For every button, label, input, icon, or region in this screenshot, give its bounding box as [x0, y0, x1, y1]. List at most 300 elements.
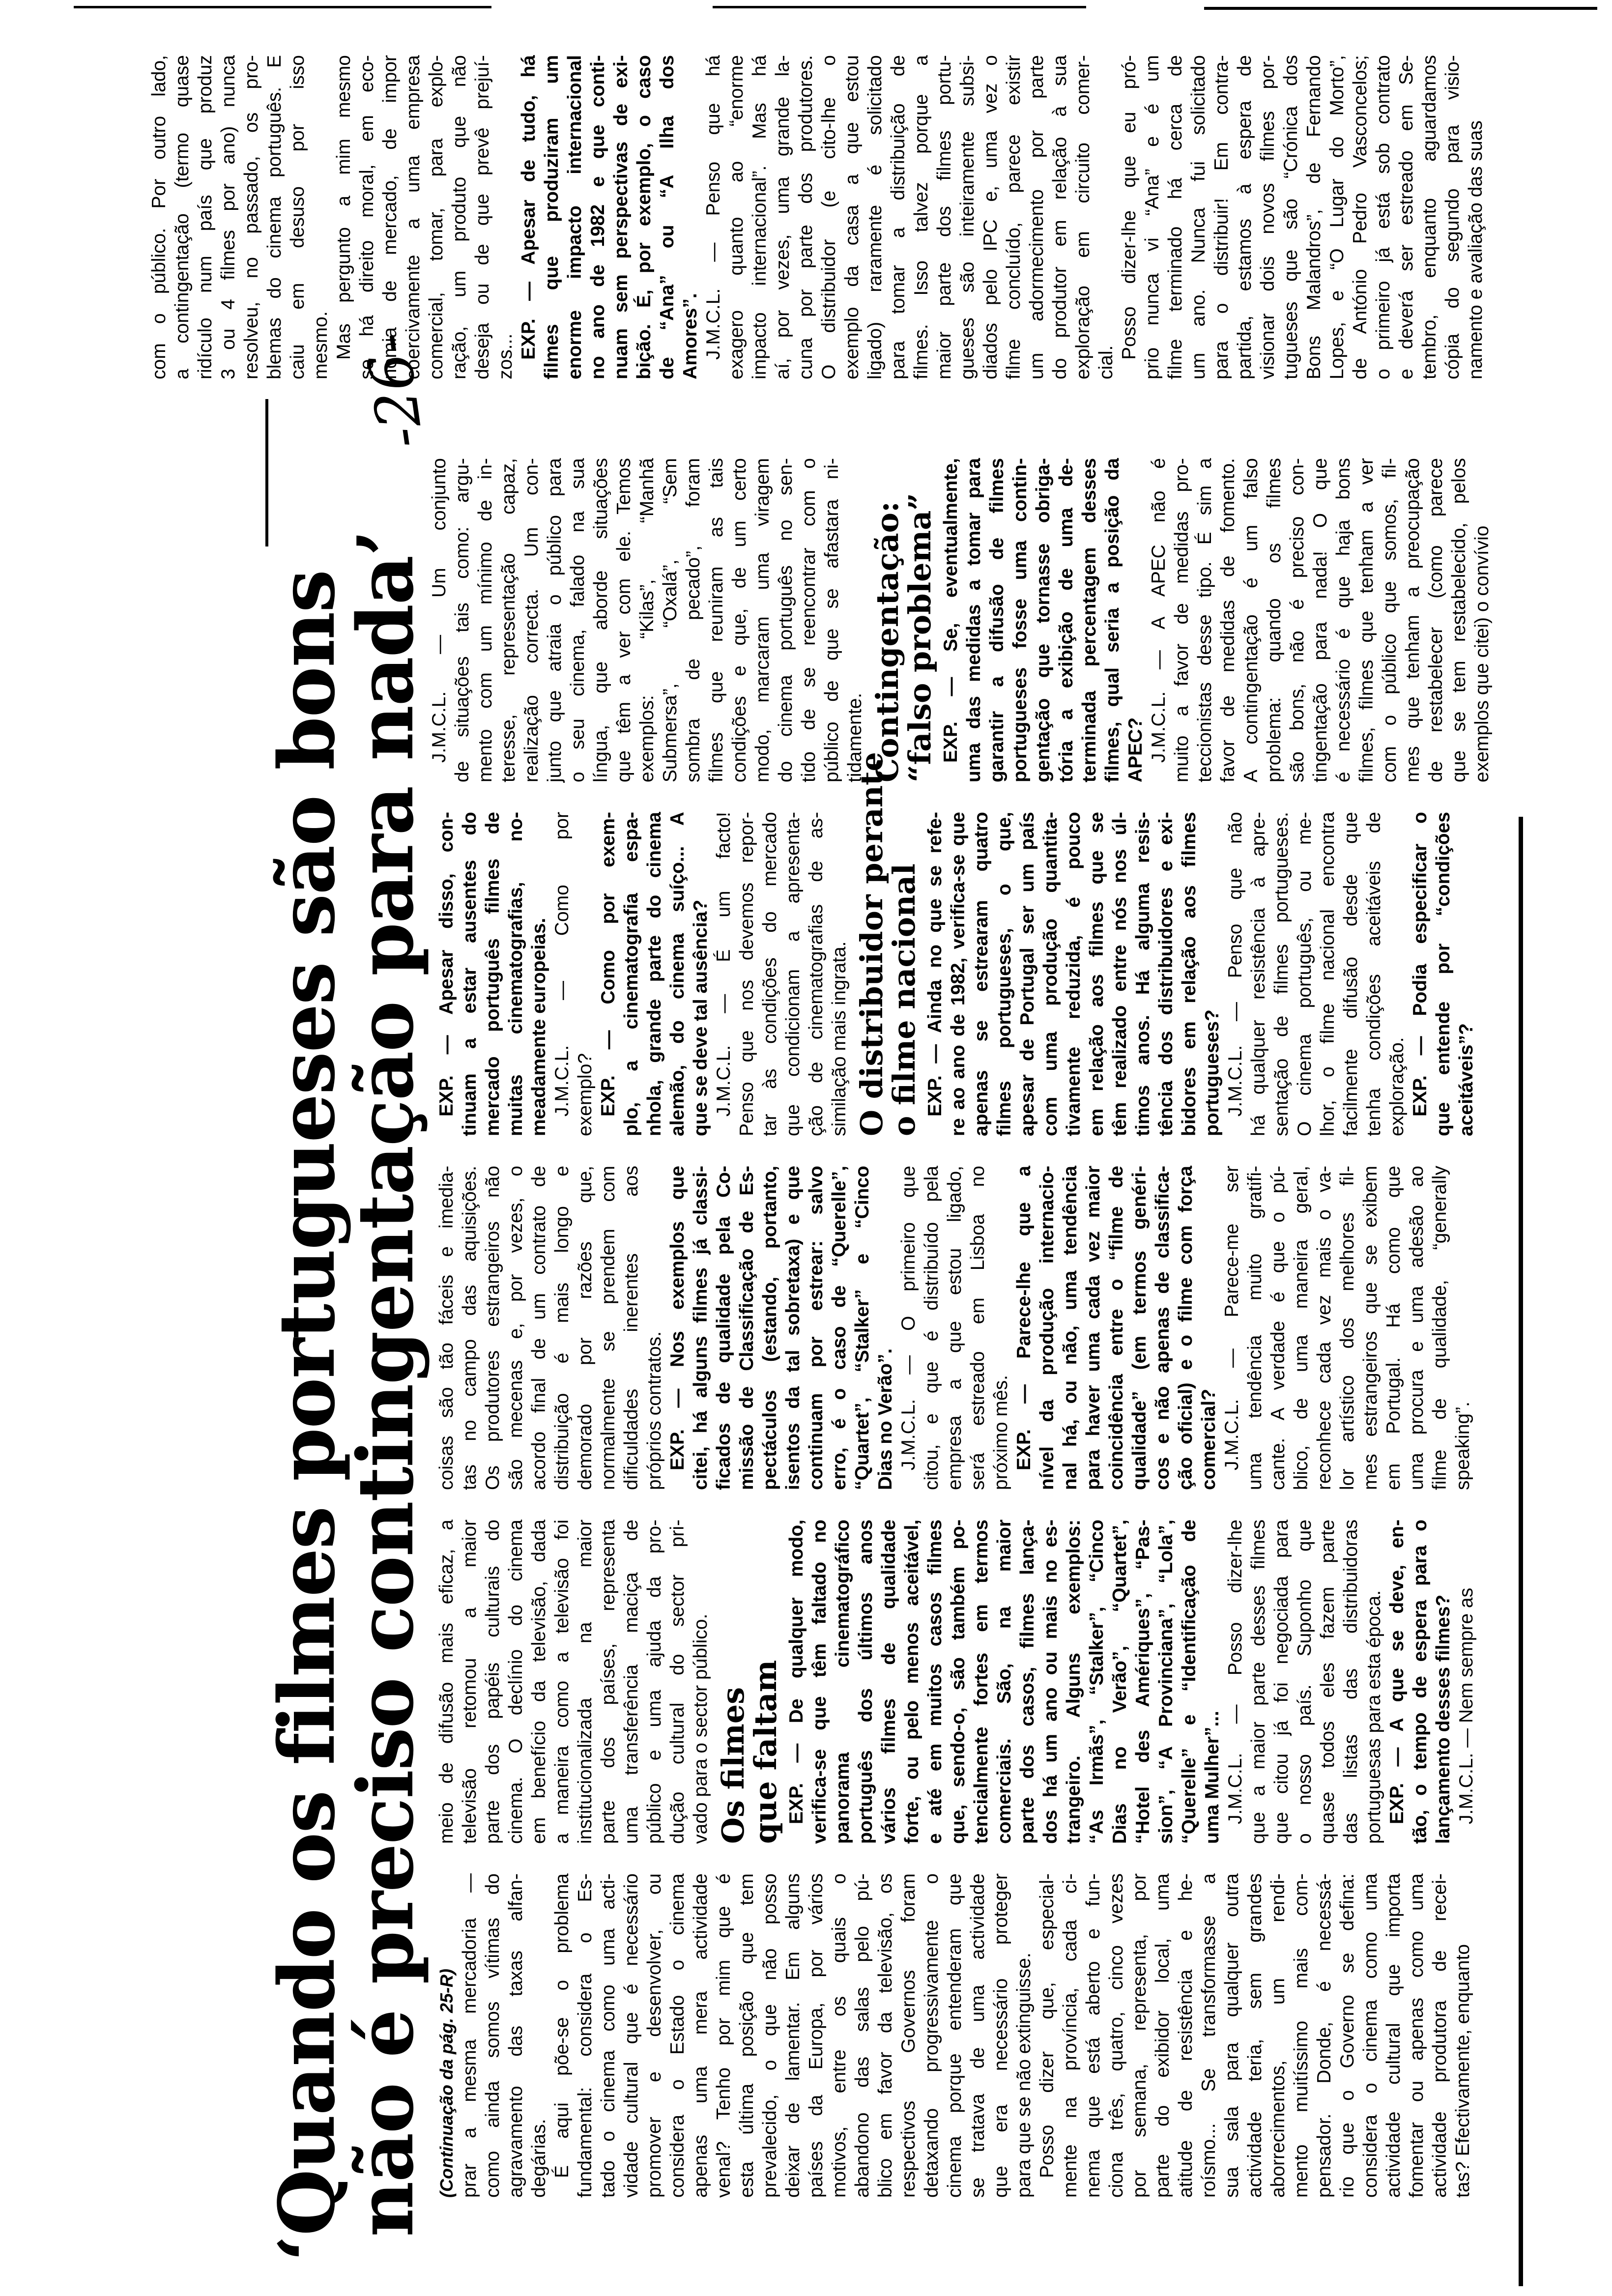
text-line: do produtor em relação à sua	[1049, 55, 1070, 379]
text-line: J.M.C.L. — Penso que há	[703, 55, 724, 360]
text-line: comercial, tomar, para explo-	[426, 55, 447, 379]
text-line: blemas do cinema português. E	[264, 55, 285, 379]
text-line: empresa a que estou ligado,	[944, 1166, 965, 1490]
text-line: apesar de Portugal ser um país	[1017, 812, 1038, 1136]
text-line: em benefício da televisão, dada	[528, 1520, 549, 1844]
text-line: exploração em circuito comer-	[1072, 55, 1094, 379]
text-line: sion”, “A Provinciana”, “Lola”,	[1155, 1520, 1177, 1844]
text-line: APEC?	[1125, 717, 1146, 782]
text-line: Posso dizer-lhe que eu pró-	[1119, 55, 1140, 360]
text-line: que era necessário proteger	[990, 1873, 1011, 2198]
text-line: apenas uma mera actividade	[690, 1873, 711, 2198]
paragraph	[435, 1166, 666, 1490]
text-line: ração, um produto que não	[449, 55, 470, 379]
text-line: vado para o sector público.	[690, 1613, 711, 1844]
text-line: degárias.	[528, 2119, 549, 2198]
text-line: impacto internacional”. Mas há	[749, 55, 770, 379]
text-line: de restabelecer (como parece	[1425, 458, 1446, 782]
text-line: venal? Tenho por mim que é	[713, 1873, 734, 2198]
text-line: timos anos. Há alguma resis-	[1132, 812, 1153, 1136]
text-line: filme concluído, parece existir	[1003, 55, 1024, 379]
text-line: mercado português filmes de	[482, 812, 503, 1136]
text-line: bidores em relação aos filmes	[1179, 812, 1200, 1136]
paragraph	[702, 55, 1118, 379]
text-line: Os produtores estrangeiros não	[482, 1166, 503, 1490]
text-line: parte do exibidor local, uma	[1152, 1873, 1173, 2198]
headline-overline	[265, 399, 268, 546]
paragraph	[1118, 55, 1487, 379]
text-line: é necessário é que haja bons	[1333, 458, 1354, 782]
text-line: portugueses fosse uma contin-	[1009, 458, 1031, 782]
text-line: a maneira como a televisão foi	[551, 1520, 573, 1844]
text-line: tingentação para nada! O que	[1310, 458, 1331, 782]
text-line: nal há, ou não, uma tendência	[1060, 1166, 1081, 1490]
text-line: e deverá ser estreado em Se-	[1396, 55, 1417, 379]
text-line: aceitáveis”?	[1456, 1023, 1477, 1136]
edge-rule	[74, 6, 491, 8]
text-line: mente na província, cada ci-	[1060, 1873, 1081, 2198]
text-line: J.M.C.L. — Nem sempre as	[1456, 1587, 1477, 1824]
text-line: que citou já foi negociada para	[1271, 1520, 1292, 1844]
text-line: Amores”.	[680, 293, 701, 379]
text-line: acordo final de um contrato de	[528, 1166, 549, 1490]
text-line: gentação que tornasse obriga-	[1033, 458, 1054, 782]
text-line: sombra de pecado”, foram	[683, 458, 704, 782]
text-line: institucionalizada na maior	[575, 1520, 596, 1844]
text-line: filme de qualidade, “generally	[1429, 1166, 1450, 1490]
text-line: tência dos distribuidores e exi-	[1155, 812, 1177, 1136]
text-line: “Hotel des Amériques”, “Pas-	[1132, 1520, 1153, 1844]
text-line: do cinema português no sen-	[775, 458, 796, 782]
text-line: lançamento desses filmes?	[1433, 1594, 1454, 1844]
text-line: no ano de 1982 e que conti-	[587, 55, 608, 379]
text-line: meio de difusão mais eficaz, a	[436, 1520, 457, 1844]
text-line: dos há um ano ou mais no es-	[1040, 1520, 1061, 1844]
text-line: tencialmente fortes em termos	[971, 1520, 992, 1844]
text-line: dificuldades inerentes aos	[621, 1166, 642, 1490]
text-line: verifica-se que têm faltado no	[809, 1520, 830, 1844]
text-line: ção oficial) e o filme com força	[1175, 1166, 1196, 1490]
article-column-5	[428, 458, 1494, 782]
text-line: para tomar a distribuição de	[888, 55, 909, 379]
paragraph	[1455, 1520, 1478, 1844]
text-line: tado o cinema como uma acti-	[598, 1873, 619, 2198]
text-line: J.M.C.L. — Parece-me ser	[1221, 1166, 1242, 1470]
text-line: detaxando progressivamente o	[921, 1873, 942, 2198]
text-line: e até em muitos casos filmes	[924, 1520, 946, 1844]
text-line: ficados de qualidade pela Co-	[713, 1166, 734, 1490]
text-line: panorama cinematográfico	[832, 1520, 853, 1844]
text-line: actividade teria, sem grandes	[1244, 1873, 1266, 2198]
text-line: teccionistas desse tipo. É sim a	[1194, 458, 1215, 782]
text-line: deseja ou de que prevê prejuí-	[472, 55, 493, 379]
text-line: junto que atraia o público para	[544, 458, 565, 782]
text-line: EXP. — Apesar de tudo, há	[518, 55, 539, 360]
text-line: mes que tenham a preocupação	[1402, 458, 1423, 782]
interview-question	[785, 1520, 1224, 1844]
text-line: sua sala para qualquer outra	[1221, 1873, 1242, 2198]
text-line: com o público que somos, fil-	[1379, 458, 1400, 782]
text-line: partida, estamos à espera de	[1234, 55, 1255, 379]
text-line: Mas pergunto a mim mesmo	[333, 55, 354, 360]
text-line: alemão, do cinema suíço... A	[667, 812, 688, 1136]
text-line: diados pelo IPC e, uma vez o	[980, 55, 1001, 379]
text-line: forte, ou pelo menos aceitável,	[901, 1520, 922, 1844]
text-line: tas? Efectivamente, enquanto	[1452, 1944, 1473, 2198]
text-line: lhor, o filme nacional encontra	[1317, 812, 1338, 1136]
text-line: se tratava de uma actividade	[967, 1873, 988, 2198]
text-line: filmes, qual seria a posição da	[1102, 458, 1123, 782]
text-line: sentação de filmes portugueses.	[1271, 812, 1292, 1136]
text-line: realização correcta. Um con-	[521, 458, 542, 782]
text-line: citou, e que é distribuído pela	[921, 1166, 942, 1490]
text-line: EXP. — Apesar disso, con-	[436, 812, 457, 1117]
text-line: muitas cinematografias, no-	[505, 812, 526, 1136]
text-line: condições e que, de um certo	[729, 458, 750, 782]
text-line: cos e não apenas de classifica-	[1152, 1166, 1173, 1490]
text-line: rio que o Governo se defina:	[1337, 1873, 1358, 2198]
text-line: portugueses?	[1202, 1009, 1223, 1136]
text-line: para que se não extinguisse.	[1013, 1952, 1035, 2198]
text-line: respectivos Governos foram	[898, 1873, 919, 2198]
text-line: próximo mês.	[990, 1375, 1011, 1490]
bottom-column-rule	[1519, 817, 1523, 2286]
text-line: Os filmes	[715, 1687, 751, 1844]
interview-question	[939, 458, 1147, 782]
text-line: o nosso país. Suponho que	[1294, 1520, 1315, 1844]
text-line: são mecenas e, por vezes, o	[505, 1166, 526, 1490]
text-line: Posso dizer que, especial-	[1036, 1873, 1058, 2178]
headline-line-2: não é preciso contingentação para nada’	[341, 530, 431, 2237]
text-line: exagero quanto ao “enorme	[726, 55, 747, 379]
text-line: J.M.C.L. — Penso que não	[1225, 812, 1246, 1117]
interview-question	[923, 812, 1224, 1136]
text-line: visionar dois novos filmes por-	[1257, 55, 1278, 379]
text-line: Penso que nos devemos repor-	[736, 812, 757, 1136]
text-line: nema que está aberto e fun-	[1083, 1873, 1104, 2198]
text-line: tembro, enquanto aguardamos	[1419, 55, 1440, 379]
text-line: motivos, entre os quais o	[829, 1873, 850, 2198]
text-line: nível da produção internacio-	[1036, 1166, 1058, 1490]
text-line: atitude de resistência e he-	[1175, 1873, 1196, 2198]
text-line: meadamente europeias.	[528, 918, 549, 1136]
text-line: EXP. — Ainda no que se refe-	[924, 812, 946, 1117]
text-line: têm realizado entre nós nos úl-	[1109, 812, 1130, 1136]
text-line: próprios contratos.	[644, 1331, 665, 1490]
paragraph	[712, 812, 851, 1136]
text-line: ciona três, quatro, cinco vezes	[1106, 1873, 1127, 2198]
text-line: promover e desenvolver, ou	[644, 1873, 665, 2198]
text-line: para o distribuir! Em contra-	[1211, 55, 1232, 379]
text-line: em Portugal. Há como que	[1383, 1166, 1404, 1490]
text-line: coisas são tão fáceis e imedia-	[436, 1166, 457, 1490]
text-line: de situações tais como: argu-	[452, 458, 473, 782]
text-line: resolveu, no passado, os pro-	[241, 55, 262, 379]
text-line: cinema porque entenderam que	[944, 1873, 965, 2198]
text-line: são bons, não é preciso con-	[1287, 458, 1308, 782]
text-line: 3 ou 4 filmes por ano) nunca	[218, 55, 239, 379]
text-line: pectáculos (estando, portanto,	[759, 1166, 780, 1490]
text-line: prio nunca vi “Ana” e é um	[1142, 55, 1163, 379]
text-line: mesmo.	[310, 311, 331, 379]
text-line: o seu cinema, falado na sua	[567, 458, 588, 782]
text-line: exemplos: “Kilas”, “Manhã	[636, 458, 658, 782]
interview-question	[597, 812, 712, 1136]
text-line: que, sendo-o, são também po-	[948, 1520, 969, 1844]
paragraph	[550, 1873, 1036, 2198]
text-line: o primeiro já está sob contrato	[1373, 55, 1394, 379]
text-line: parte dos países, representa	[598, 1520, 619, 1844]
text-line: maior parte dos filmes portu-	[934, 55, 955, 379]
text-line: modo, marcaram uma viragem	[752, 458, 773, 782]
paragraph	[550, 812, 597, 1136]
text-line: coercivamente a uma empresa	[403, 55, 424, 379]
text-line: dução cultural do sector pri-	[667, 1520, 688, 1844]
text-line: isentos da tal sobretaxa) e que	[782, 1166, 804, 1490]
text-line: considera o cinema como uma	[1360, 1873, 1381, 2198]
text-line: cante. A verdade é que o pú-	[1267, 1166, 1289, 1490]
text-line: Lopes, e “O Lugar do Morto”,	[1326, 55, 1348, 379]
text-line: coincidência entre o “filme de	[1106, 1166, 1127, 1490]
text-line: “falso problema”	[902, 492, 938, 782]
paragraph	[1036, 1873, 1474, 2198]
text-line: J.M.C.L. — A APEC não é	[1148, 458, 1169, 763]
text-line: EXP. — A que se deve, en-	[1386, 1520, 1408, 1824]
text-line: público de que se afastara ni-	[821, 458, 842, 782]
text-line: EXP. — Como por exem-	[598, 812, 619, 1117]
text-line: se há direito moral, em eco-	[356, 55, 377, 379]
text-line: É aqui põe-se o problema	[551, 1873, 573, 2178]
text-line: uma Mulher”...	[1202, 1711, 1223, 1844]
text-line: com uma produção quantita-	[1040, 812, 1061, 1136]
text-line: EXP. — De qualquer modo,	[786, 1520, 807, 1824]
text-line: ridículo num país que produz	[195, 55, 216, 379]
text-line: televisão retomou a maior	[459, 1520, 480, 1844]
interview-question	[1409, 812, 1478, 1136]
handwritten-page-number: -26-	[353, 329, 437, 453]
text-line: um ano. Nunca fui solicitado	[1188, 55, 1209, 379]
text-line: tória a exibição de uma de-	[1056, 458, 1077, 782]
text-line: das listas das distribuidoras	[1340, 1520, 1361, 1844]
text-line: bição. É, por exemplo, o caso	[633, 55, 655, 379]
text-line: tido de se reencontrar com o	[798, 458, 819, 782]
paragraph	[1220, 1166, 1474, 1490]
text-line: uma procura e uma adesão ao	[1406, 1166, 1427, 1490]
text-line: J.M.C.L. — Posso dizer-lhe	[1225, 1520, 1246, 1824]
text-line: trangeiro. Alguns exemplos:	[1063, 1520, 1084, 1844]
text-line: que têm a ver com ele. Temos	[613, 458, 634, 782]
text-line: reconhece cada vez mais o va-	[1314, 1166, 1335, 1490]
text-line: A contingentação é um falso	[1240, 458, 1262, 782]
text-line: deixar de lamentar. Em alguns	[782, 1873, 804, 2198]
headline-line-1: ‘Quando os filmes portugueses são bons	[262, 570, 352, 2262]
text-line: há qualquer resistência à apre-	[1248, 812, 1269, 1136]
text-line: tas no campo das aquisições.	[459, 1166, 480, 1490]
paragraph	[428, 458, 866, 782]
text-line: cuna por parte dos produtores.	[795, 55, 816, 379]
edge-rule	[713, 6, 1086, 8]
text-line: blico, de uma maneira geral,	[1291, 1166, 1312, 1490]
text-line: de António Pedro Vasconcelos;	[1350, 55, 1371, 379]
text-line: tugueses que são “Crónica dos	[1280, 55, 1301, 379]
text-line: que condicionam a apresenta-	[782, 812, 804, 1136]
text-line: blico em favor da televisão, os	[875, 1873, 896, 2198]
text-line: exemplo da casa a que estou	[841, 55, 863, 379]
text-line: Submersa”, “Oxalá”, “Sem	[660, 458, 681, 782]
text-line: distribuição é mais longo e	[551, 1166, 573, 1490]
text-line: comercial?	[1198, 1389, 1219, 1490]
text-line: pensador. Donde, é necessá-	[1314, 1873, 1335, 2198]
text-line: tão, o tempo de espera para o	[1410, 1520, 1431, 1844]
text-line: filmes portugueses, o que,	[994, 812, 1015, 1136]
text-line: exemplos que citei) o convívio	[1471, 525, 1493, 782]
text-line: EXP. — Nos exemplos que	[667, 1166, 688, 1470]
paragraph	[435, 1520, 712, 1844]
text-line: O distribuidor perante	[854, 752, 890, 1136]
text-line: missão de Classificação de Es-	[736, 1166, 757, 1490]
text-line: ção de cinematografias de as-	[806, 812, 827, 1136]
text-line: agravamento das taxas alfan-	[505, 1873, 526, 2198]
article-column-1	[435, 1873, 1474, 2198]
text-line: tar às condições do mercado	[759, 812, 780, 1136]
text-line: por semana, representa, por	[1129, 1873, 1150, 2198]
article-column-3	[435, 1166, 1474, 1490]
text-line: língua, que aborde situações	[590, 458, 611, 782]
text-line: abandono das salas pelo pú-	[852, 1873, 873, 2198]
text-line: zos...	[495, 333, 516, 379]
text-line: lor artístico dos melhores fil-	[1337, 1166, 1358, 1490]
text-line: aí, por vezes, uma grande la-	[772, 55, 793, 379]
text-line: filmes que produziram um	[541, 55, 562, 379]
text-line: enorme impacto internacional	[564, 55, 585, 379]
text-line: J.M.C.L. — Como por	[551, 812, 573, 1117]
text-line: gueses são inteiramente subsi-	[957, 55, 978, 379]
text-line: mes estrangeiros que se exibem	[1360, 1166, 1381, 1490]
text-line: Bons Malandros”, de Fernando	[1303, 55, 1324, 379]
text-line: problema: quando os filmes	[1264, 458, 1285, 782]
paragraph	[147, 55, 332, 379]
text-line: actividade produtora de recei-	[1429, 1873, 1450, 2198]
text-line: speaking”.	[1452, 1402, 1473, 1490]
text-line: nomia de mercado, de impor	[379, 55, 401, 379]
text-line: “As Irmãs”, “Stalker”, “Cinco	[1086, 1520, 1107, 1844]
text-line: terminada percentagem desses	[1079, 458, 1100, 782]
text-line: o filme nacional	[886, 863, 922, 1136]
text-line: mento com um mínimo de in-	[475, 458, 496, 782]
text-line: cial.	[1095, 345, 1117, 379]
text-line: namento e avaliação das suas	[1465, 120, 1486, 379]
text-line: similação mais ingrata.	[829, 941, 850, 1136]
text-line: considera o Estado o cinema	[667, 1873, 688, 2198]
text-line: mento muitíssimo mais com-	[1291, 1873, 1312, 2198]
text-line: cinema. O declínio do cinema	[505, 1520, 526, 1844]
paragraph	[1224, 1520, 1385, 1844]
text-line: J.M.C.L. — Um conjunto	[429, 458, 450, 763]
text-line: esta última posição que tem	[736, 1873, 757, 2198]
text-line: plo, a cinematografia espa-	[621, 812, 642, 1136]
article-column-6	[147, 55, 1487, 379]
paragraph	[1147, 458, 1494, 782]
text-line: (Continuação da pág. 25-R)	[436, 1968, 457, 2198]
text-line: qualidade” (em termos genéri-	[1129, 1166, 1150, 1490]
text-line: exploração.	[1386, 1037, 1408, 1136]
text-line: um adormecimento por parte	[1026, 55, 1047, 379]
text-line: que a maior parte desses filmes	[1248, 1520, 1269, 1844]
text-line: prar a mesma mercadoria —	[459, 1873, 480, 2198]
paragraph	[1224, 812, 1409, 1136]
text-line: continuam por estrear: salvo	[806, 1166, 827, 1490]
text-line: parte dos papéis culturais do	[482, 1520, 503, 1844]
text-line: português dos últimos anos	[855, 1520, 876, 1844]
article-column-2	[435, 1520, 1478, 1844]
text-line: nhola, grande parte do cinema	[644, 812, 665, 1136]
text-line: Dias no Verão”.	[875, 1348, 896, 1490]
text-line: EXP. — Podia especificar o	[1410, 812, 1431, 1117]
text-line: tinuam a estar ausentes do	[459, 812, 480, 1136]
text-line: EXP. — Se, eventualmente,	[940, 458, 961, 763]
paragraph	[458, 1873, 550, 2198]
text-line: comerciais. São, na maior	[994, 1520, 1015, 1844]
interview-question	[1012, 1166, 1220, 1490]
text-line: vidade cultural que é necessário	[621, 1873, 642, 2198]
text-line: uma transferência maciça de	[621, 1520, 642, 1844]
text-line: fomentar ou apenas como uma	[1406, 1873, 1427, 2198]
text-line: teresse, representação capaz,	[498, 458, 519, 782]
text-line: países da Europa, por vários	[806, 1873, 827, 2198]
paragraph	[897, 1166, 1012, 1490]
text-line: cópia do segundo para visio-	[1442, 55, 1463, 379]
text-line: uma tendência muito gratifi-	[1244, 1166, 1266, 1490]
text-line: normalmente se prendem com	[598, 1166, 619, 1490]
text-line: muito a favor de medidas pro-	[1171, 458, 1192, 782]
text-line: J.M.C.L. — É um facto!	[713, 812, 734, 1117]
text-line: de “Ana” ou “A Ilha dos	[657, 55, 678, 379]
text-line: que faltam	[748, 1660, 783, 1844]
paragraph	[332, 55, 517, 379]
text-line: filmes, filmes que tenham a ver	[1356, 458, 1377, 782]
text-line: citei, há alguns filmes já classi-	[690, 1166, 711, 1490]
text-line: re ao ano de 1982, verifica-se que	[948, 812, 969, 1136]
text-line: filmes. Isso talvez porque a	[911, 55, 932, 379]
text-line: portuguesas para esta época.	[1363, 1590, 1384, 1844]
interview-question	[435, 812, 550, 1136]
text-line: que entende por “condições	[1433, 812, 1454, 1136]
text-line: exemplo?	[575, 1053, 596, 1136]
text-line: roísmo... Se transformasse a	[1198, 1873, 1219, 2198]
text-line: a contingentação (termo quase	[172, 55, 193, 379]
text-line: prevalecido, o que não posso	[759, 1873, 780, 2198]
text-line: tidamente.	[844, 692, 865, 782]
interview-question	[517, 55, 702, 379]
text-line: erro, é o caso de “Querelle”,	[829, 1166, 850, 1490]
text-line: nuam sem perspectivas de exi-	[610, 55, 632, 379]
interview-question	[666, 1166, 897, 1490]
text-line: uma das medidas a tomar para	[963, 458, 984, 782]
text-line: quase todos eles fazem parte	[1317, 1520, 1338, 1844]
text-line: “Quartet”, “Stalker” e “Cinco	[852, 1166, 873, 1490]
text-line: com o público. Por outro lado,	[148, 55, 170, 379]
text-line: favor de medidas de fomento.	[1217, 458, 1238, 782]
text-line: tenha condições aceitáveis de	[1363, 812, 1384, 1136]
text-line: em relação aos filmes que se	[1086, 812, 1107, 1136]
text-line: que se tem restabelecido, pelos	[1448, 458, 1469, 782]
text-line: O cinema português, ou me-	[1294, 812, 1315, 1136]
edge-rule	[1204, 7, 1597, 10]
text-line: O distribuidor (e cito-lhe o	[818, 55, 839, 379]
text-line: vários filmes de qualidade	[878, 1520, 899, 1844]
text-line: que se deve tal ausência?	[690, 899, 711, 1136]
text-line: actividade cultural que importa	[1383, 1873, 1404, 2198]
